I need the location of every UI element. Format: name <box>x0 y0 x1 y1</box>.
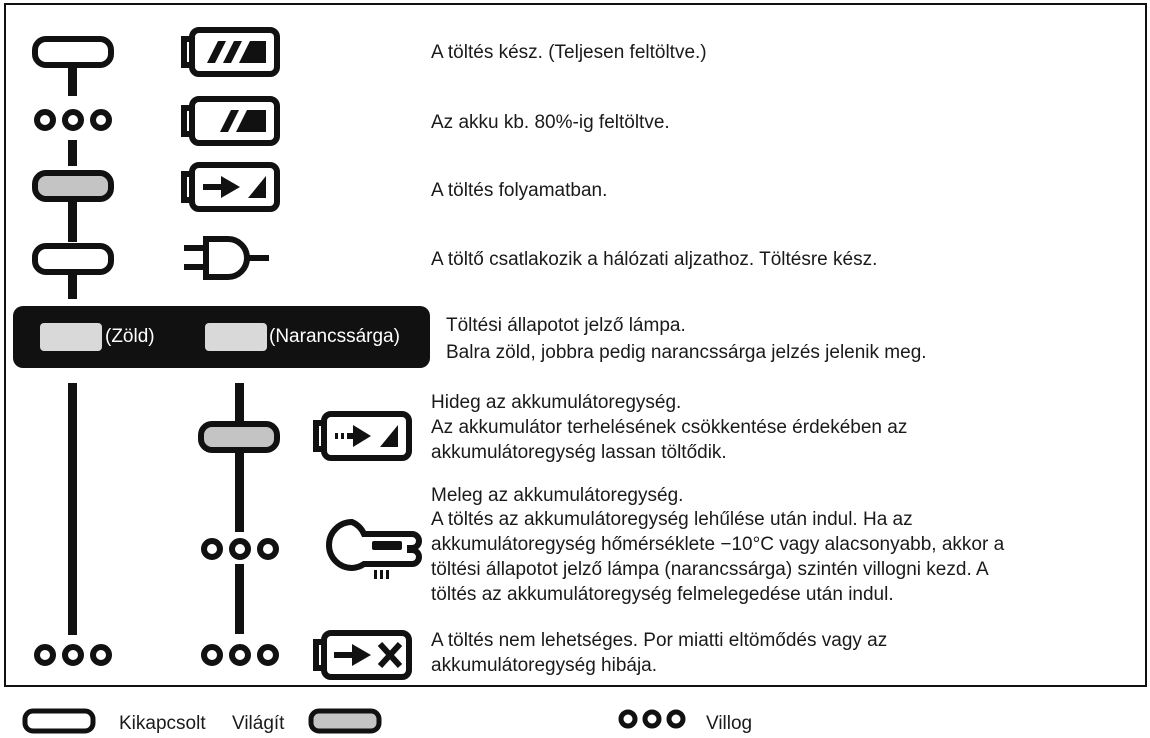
cold-line-2: Az akkumulátor terhelésének csökkentése érdekében az <box>431 417 908 438</box>
legend-blink-label: Villog <box>706 713 753 734</box>
row-charging-text: A töltés folyamatban. <box>431 180 608 201</box>
status-lamp-banner <box>13 306 430 368</box>
warm-line-3: akkumulátoregység hőmérséklete −10°C vagy alacsonyabb, akkor a <box>431 534 1005 555</box>
row-full-text: A töltés kész. (Teljesen feltöltve.) <box>431 42 707 63</box>
orange-lamp-swatch <box>205 323 267 351</box>
orange-lamp-blinking-error <box>204 647 276 663</box>
legend-blink-icon <box>621 712 683 726</box>
orange-lamp-label: (Narancssárga) <box>269 326 400 347</box>
legend-lit-icon <box>311 711 379 731</box>
green-lamp-label: (Zöld) <box>105 326 155 347</box>
thermometer-icon <box>329 522 419 579</box>
error-line-1: A töltés nem lehetséges. Por miatti eltömődés vagy az <box>431 630 888 651</box>
battery-full-icon <box>184 30 277 74</box>
green-lamp-swatch <box>40 323 102 351</box>
battery-80-icon <box>184 99 277 143</box>
legend-off-icon <box>25 711 93 731</box>
orange-lamp-lit <box>201 424 277 450</box>
power-plug-icon <box>184 239 269 277</box>
green-lamp-off-2 <box>35 246 111 272</box>
row-ready-text: A töltő csatlakozik a hálózati aljzathoz. Töltésre kész. <box>431 249 878 270</box>
green-lamp-blinking-error <box>37 647 109 663</box>
orange-lamp-blinking <box>204 541 276 557</box>
error-line-2: akkumulátoregység hibája. <box>431 655 658 676</box>
cold-line-3: akkumulátoregység lassan töltődik. <box>431 442 727 463</box>
warm-line-1: Meleg az akkumulátoregység. <box>431 485 684 506</box>
battery-error-icon <box>316 633 409 677</box>
legend-lit-label: Világít <box>232 713 285 734</box>
legend-off-label: Kikapcsolt <box>119 713 206 734</box>
warm-line-4: töltési állapotot jelző lámpa (narancssárga) szintén villogni kezd. A <box>431 559 989 580</box>
green-lamp-blinking <box>37 112 109 128</box>
green-lamp-off <box>35 39 111 65</box>
orange-column-connectors <box>235 383 244 634</box>
warm-line-5: töltés az akkumulátoregység felmelegedése után indul. <box>431 584 894 605</box>
banner-desc-line-1: Töltési állapotot jelző lámpa. <box>446 315 686 336</box>
cold-line-1: Hideg az akkumulátoregység. <box>431 392 682 413</box>
row-80-text: Az akku kb. 80%-ig feltöltve. <box>431 112 670 133</box>
warm-line-2: A töltés az akkumulátoregység lehűlése után indul. Ha az <box>431 509 913 530</box>
battery-slow-charge-icon <box>316 414 409 458</box>
battery-charging-icon <box>184 165 277 209</box>
green-lamp-lit <box>35 173 111 199</box>
banner-desc-line-2: Balra zöld, jobbra pedig narancssárga jelzés jelenik meg. <box>446 342 927 363</box>
